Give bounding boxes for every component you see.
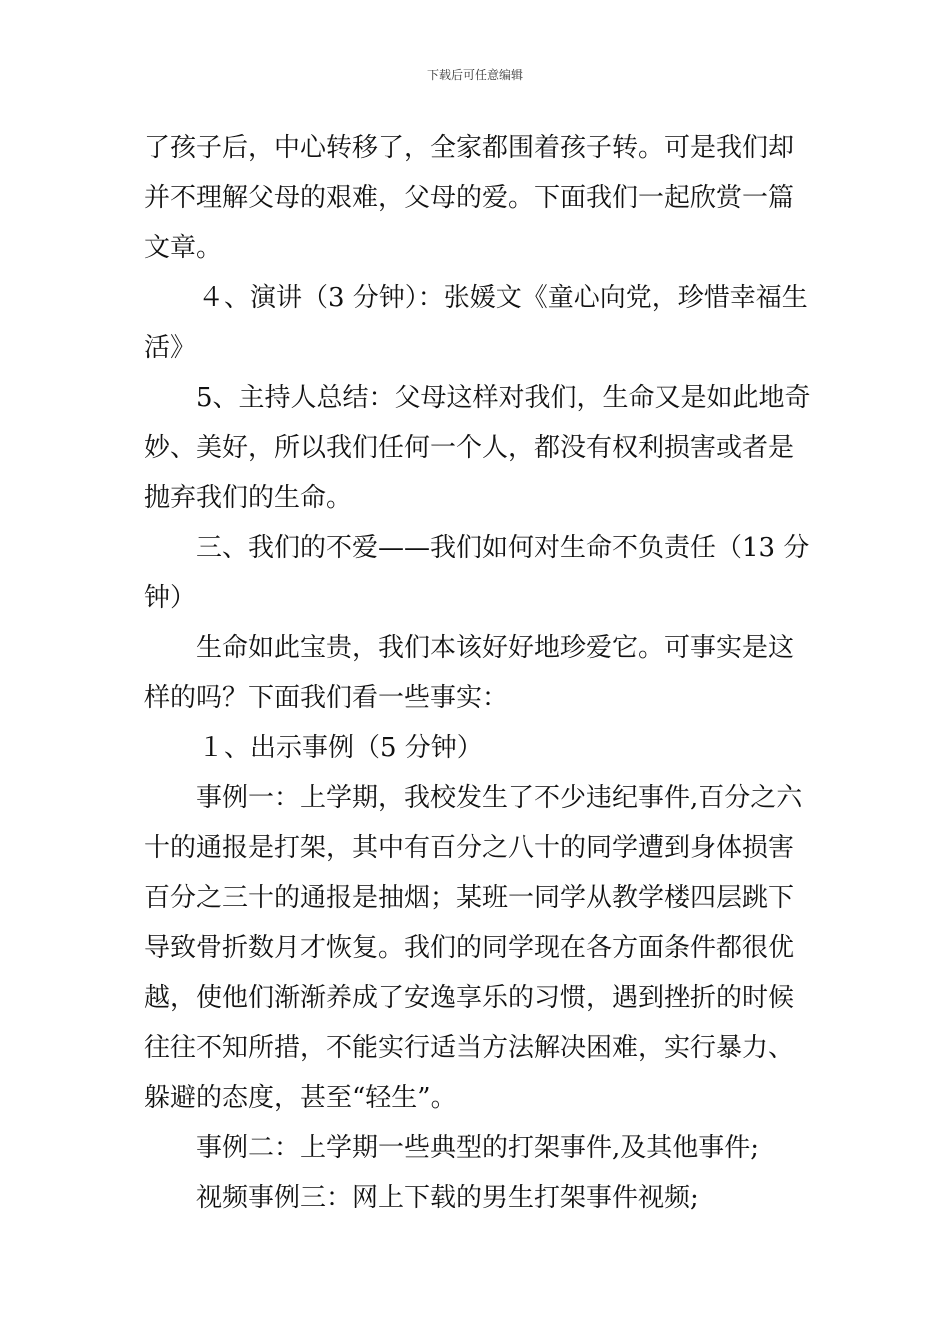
text-line: 并不理解父母的艰难，父母的爱。下面我们一起欣赏一篇	[144, 183, 795, 213]
text-line: 抛弃我们的生命。	[144, 483, 353, 513]
text-line: 导致骨折数月才恢复。我们的同学现在各方面条件都很优	[144, 933, 795, 963]
text-line: 妙、美好，所以我们任何一个人，都没有权利损害或者是	[144, 433, 795, 463]
text-line: 十的通报是打架，其中有百分之八十的同学遭到身体损害	[144, 833, 795, 863]
text-line: 活》	[144, 333, 197, 363]
text-line: １、出示事例（5 分钟）	[198, 733, 483, 763]
text-line: 越，使他们渐渐养成了安逸享乐的习惯，遇到挫折的时候	[144, 983, 795, 1013]
text-line: 生命如此宝贵，我们本该好好地珍爱它。可事实是这	[196, 633, 795, 663]
text-line: 事例一：上学期，我校发生了不少违纪事件,百分之六	[196, 783, 803, 813]
page-header: 下载后可任意编辑	[426, 68, 523, 82]
text-line: 视频事例三：网上下载的男生打架事件视频;	[196, 1183, 699, 1213]
text-line: 样的吗？下面我们看一些事实：	[144, 683, 509, 713]
text-line: 事例二：上学期一些典型的打架事件,及其他事件;	[196, 1133, 760, 1163]
text-line: 了孩子后，中心转移了，全家都围着孩子转。可是我们却	[144, 133, 795, 163]
text-line: 5、主持人总结：父母这样对我们，生命又是如此地奇	[196, 383, 811, 413]
text-line: 钟）	[144, 583, 197, 613]
text-line: 三、我们的不爱——我们如何对生命不负责任（13 分	[196, 533, 810, 563]
text-line: ４、演讲（3 分钟）：张媛文《童心向党，珍惜幸福生	[198, 283, 808, 313]
text-line: 文章。	[144, 233, 223, 263]
text-line: 躲避的态度，甚至“轻生”。	[144, 1083, 457, 1113]
text-line: 往往不知所措，不能实行适当方法解决困难，实行暴力、	[144, 1033, 795, 1063]
text-line: 百分之三十的通报是抽烟；某班一同学从教学楼四层跳下	[144, 883, 795, 913]
